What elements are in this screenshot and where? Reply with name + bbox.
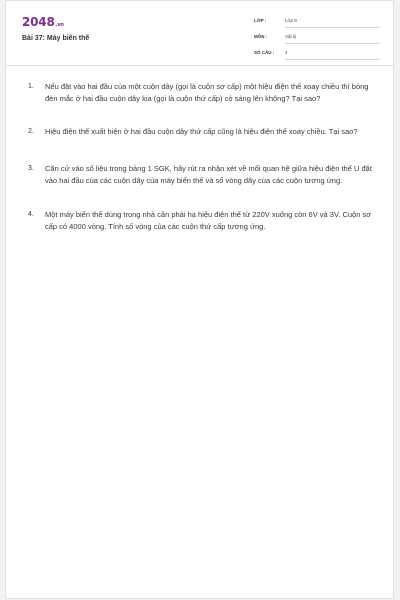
worksheet-page <box>5 0 394 599</box>
question-text: Căn cứ vào số liệu trong bảng 1 SGK, hãy rút ra nhận xét về mối quan hệ giữa hiệu điện thế U đặt vào hai đầu của các cuộn dây của máy biến thế và số vòng dây của các cuộn tương ứng. <box>45 164 372 185</box>
meta-value-question-count: 4 <box>285 50 380 60</box>
question-number: 2. <box>28 128 34 135</box>
logo-tld-text: .vn <box>55 22 64 28</box>
meta-row-question-count <box>254 48 384 64</box>
meta-value-subject: Vật lý <box>285 34 380 44</box>
meta-label-class: LỚP : <box>254 18 267 23</box>
worksheet-meta <box>254 16 384 64</box>
meta-row-class <box>254 16 384 32</box>
question-text: Hiệu điện thế xuất hiện ở hai đầu cuộn dây thứ cấp cũng là hiệu điện thế xoay chiều. Tại sao? <box>45 127 358 136</box>
question-text: Một máy biến thế dùng trong nhà cần phải hạ hiệu điện thế từ 220V xuống còn 6V và 3V. Cuộn sơ cấp có 4000 vòng. Tính số vòng của các cuộn thứ cấp tương ứng. <box>45 210 372 231</box>
question-number: 4. <box>28 211 34 218</box>
question-text: Nếu đặt vào hai đầu của một cuộn dây (gọi là cuộn sơ cấp) một hiệu điện thế xoay chiều thì bóng đèn mắc ở hai đầu cuộn dây kia (gọi là cuộn thứ cấp) có sáng lên không? Tại sao? <box>45 82 369 103</box>
question-item <box>28 126 383 138</box>
question-number: 3. <box>28 165 34 172</box>
meta-label-question-count: SỐ CÂU : <box>254 50 275 55</box>
question-item <box>28 209 383 233</box>
lesson-title: Bài 37: Máy biến thế <box>22 35 90 42</box>
question-item <box>28 163 383 187</box>
site-logo[interactable] <box>22 15 64 32</box>
worksheet-header <box>6 1 393 66</box>
meta-value-class: Lớp 9 <box>285 18 380 28</box>
question-number: 1. <box>28 83 34 90</box>
logo-main-text: 2048 <box>22 15 55 29</box>
question-item <box>28 81 383 105</box>
meta-row-subject <box>254 32 384 48</box>
question-list <box>28 81 383 233</box>
meta-label-subject: MÔN : <box>254 34 268 39</box>
